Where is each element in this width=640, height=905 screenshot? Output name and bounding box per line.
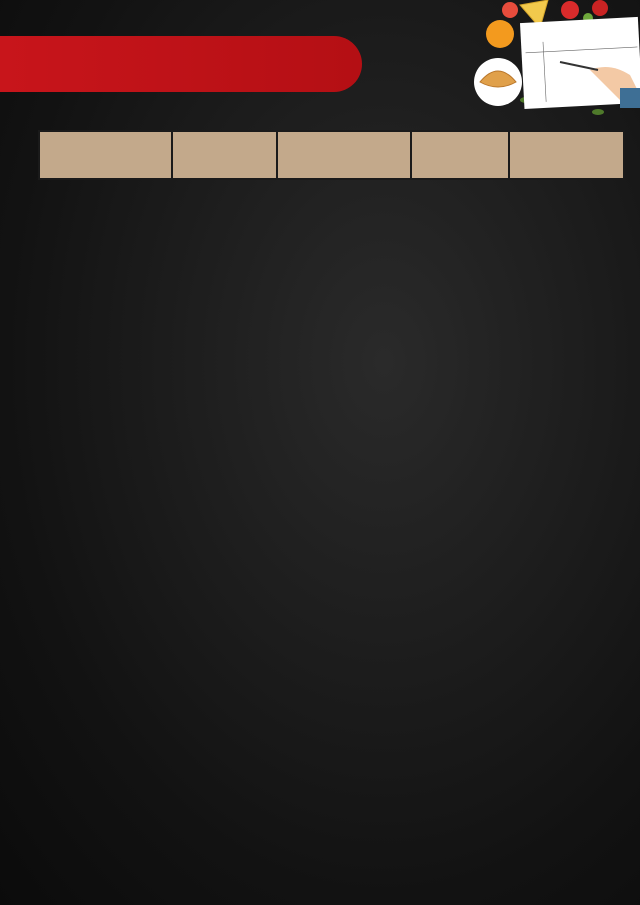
column-header-snack bbox=[172, 131, 277, 179]
column-header-breakfast bbox=[39, 131, 172, 179]
table-header-row bbox=[39, 131, 624, 179]
meal-plan-illustration-icon bbox=[470, 0, 640, 118]
meal-plan-table bbox=[38, 130, 623, 180]
column-header-lunch bbox=[277, 131, 411, 179]
column-header-dinner bbox=[509, 131, 624, 179]
title-banner bbox=[0, 36, 362, 92]
column-header-snack bbox=[411, 131, 509, 179]
